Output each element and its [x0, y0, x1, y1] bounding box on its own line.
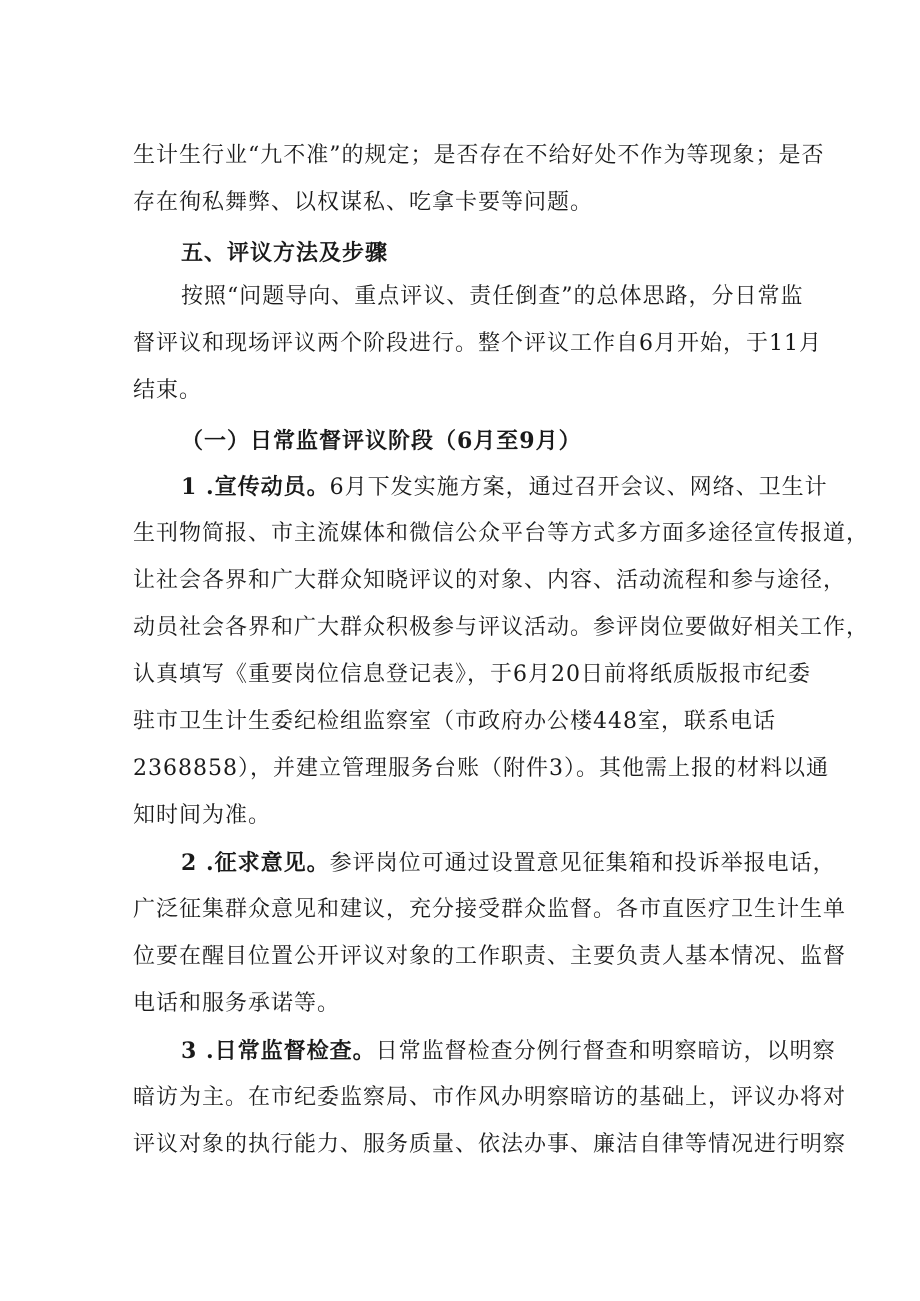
body-line: 督评议和现场评议两个阶段进行。整个评议工作自6月开始，于11月: [133, 331, 822, 356]
body-line: 驻市卫生计生委纪检组监察室（市政府办公楼448室，联系电话: [133, 709, 776, 734]
body-line: 评议对象的执行能力、服务质量、依法办事、廉洁自律等情况进行明察: [133, 1132, 847, 1157]
body-line: 暗访为主。在市纪委监察局、市作风办明察暗访的基础上，评议办将对: [133, 1085, 847, 1110]
item-text: 参评岗位可通过设置意见征集箱和投诉举报电话，: [329, 851, 836, 876]
section-heading: 五、评议方法及步骤: [181, 240, 389, 266]
body-line: 生计生行业“九不准”的规定；是否存在不给好处不作为等现象；是否: [133, 143, 825, 168]
item-title: 3 .日常监督检查。: [181, 1038, 376, 1064]
body-line: 位要在醒目位置公开评议对象的工作职责、主要负责人基本情况、监督: [133, 944, 847, 969]
item-title: 2 .征求意见。: [181, 850, 330, 876]
body-line: 按照“问题导向、重点评议、责任倒查”的总体思路，分日常监: [181, 284, 804, 309]
body-line: 广泛征集群众意见和建议，充分接受群众监督。各市直医疗卫生计生单: [133, 897, 847, 922]
body-line: 让社会各界和广大群众知晓评议的对象、内容、活动流程和参与途径，: [133, 568, 847, 593]
body-line: 认真填写《重要岗位信息登记表》，于6月20日前将纸质版报市纪委: [133, 662, 811, 687]
body-line: 结束。: [133, 378, 203, 403]
item-text: 日常监督检查分例行督查和明察暗访，以明察: [375, 1039, 836, 1064]
paragraph-first-line: [181, 850, 836, 877]
paragraph-first-line: [181, 474, 828, 501]
body-line: 存在徇私舞弊、以权谋私、吃拿卡要等问题。: [133, 190, 594, 215]
body-line: 生刊物简报、市主流媒体和微信公众平台等方式多方面多途径宣传报道，: [133, 521, 870, 546]
body-line: 电话和服务承诺等。: [133, 991, 341, 1016]
paragraph-first-line: [181, 1038, 836, 1065]
item-title: 1 .宣传动员。: [181, 474, 330, 500]
body-line: 2368858），并建立管理服务台账（附件3）。其他需上报的材料以通: [133, 756, 829, 781]
body-line: 动员社会各界和广大群众积极参与评议活动。参评岗位要做好相关工作，: [133, 615, 870, 640]
subsection-heading: （一）日常监督评议阶段（6月至9月）: [181, 428, 582, 454]
item-text: 6月下发实施方案，通过召开会议、网络、卫生计: [329, 475, 828, 500]
body-line: 知时间为准。: [133, 803, 272, 828]
